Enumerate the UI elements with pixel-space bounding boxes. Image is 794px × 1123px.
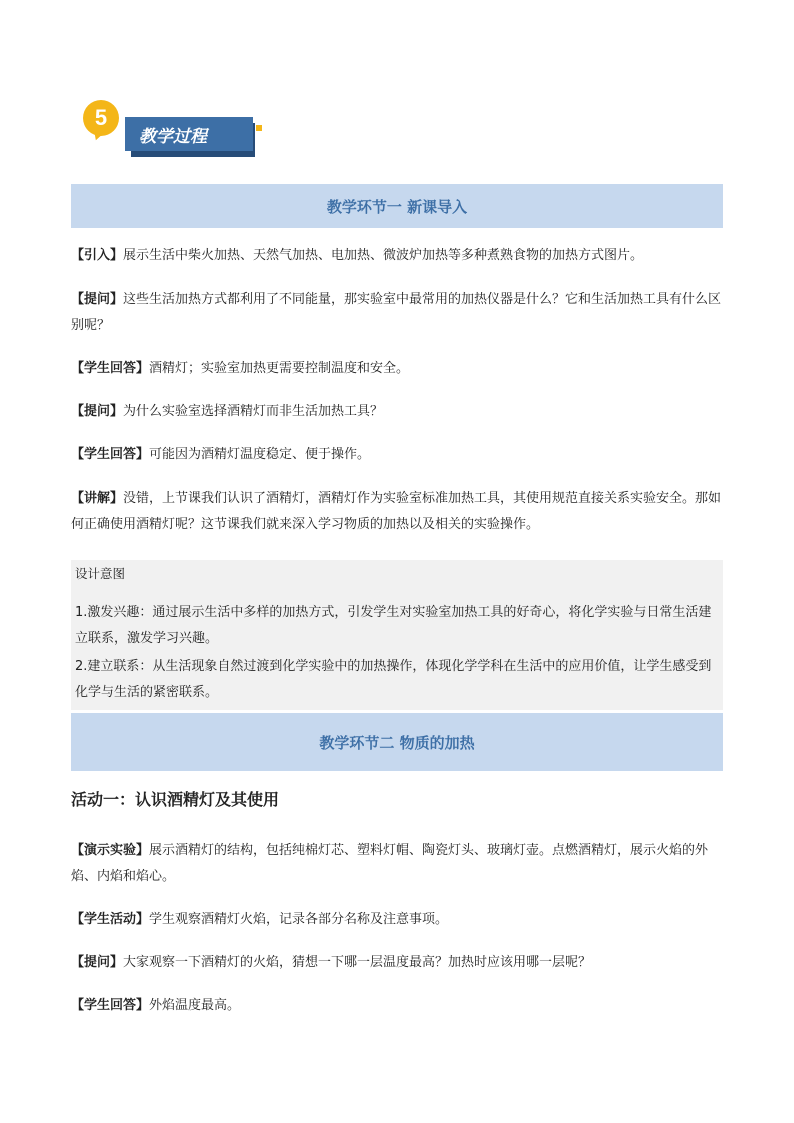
paragraph-question-3 <box>71 950 723 976</box>
section-header <box>83 100 268 160</box>
design-intent-box <box>71 560 723 710</box>
paragraph-answer-3 <box>71 993 723 1019</box>
tag-label: 【引入】 <box>71 248 124 263</box>
tag-label: 【提问】 <box>71 292 124 307</box>
paragraph-student-activity <box>71 907 723 933</box>
paragraph-text: 没错，上节课我们认识了酒精灯，酒精灯作为实验室标准加热工具，其使用规范直接关系实验安全。那如何正确使用酒精灯呢？这节课我们就来深入学习物质的加热以及相关的实验操作。 <box>71 491 722 532</box>
design-intent-item: 2.建立联系：从生活现象自然过渡到化学实验中的加热操作，体现化学学科在生活中的应用价值，让学生感受到化学与生活的紧密联系。 <box>75 659 712 700</box>
design-intent-title: 设计意图 <box>75 566 126 581</box>
paragraph-explain <box>71 486 723 538</box>
paragraph-text: 可能因为酒精灯温度稳定、便于操作。 <box>149 447 371 462</box>
paragraph-question-2 <box>71 399 723 425</box>
paragraph-text: 这些生活加热方式都利用了不同能量，那实验室中最常用的加热仪器是什么？它和生活加热工具有什么区别呢？ <box>71 292 722 333</box>
tag-label: 【提问】 <box>71 404 124 419</box>
tag-label: 【演示实验】 <box>71 843 150 858</box>
tag-label: 【学生回答】 <box>71 998 150 1013</box>
tag-label: 【讲解】 <box>71 491 124 506</box>
paragraph-text: 展示生活中柴火加热、天然气加热、电加热、微波炉加热等多种煮熟食物的加热方式图片。 <box>123 248 644 263</box>
section-title-2: 教学环节二 物质的加热 <box>71 713 723 771</box>
section-number-badge: 5 <box>83 100 119 136</box>
tag-label: 【学生活动】 <box>71 912 150 927</box>
paragraph-text: 学生观察酒精灯火焰，记录各部分名称及注意事项。 <box>149 912 449 927</box>
tag-label: 【提问】 <box>71 955 124 970</box>
paragraph-demo <box>71 838 723 890</box>
tag-label: 【学生回答】 <box>71 361 150 376</box>
tag-label: 【学生回答】 <box>71 447 150 462</box>
paragraph-answer-1 <box>71 356 723 382</box>
corner-square-icon <box>256 125 262 131</box>
paragraph-question-1 <box>71 287 723 339</box>
page-title: 教学过程 <box>125 117 253 151</box>
paragraph-text: 外焰温度最高。 <box>149 998 241 1013</box>
paragraph-text: 展示酒精灯的结构，包括纯棉灯芯、塑料灯帽、陶瓷灯头、玻璃灯壶。点燃酒精灯，展示火焰的外焰、内焰和焰心。 <box>71 843 709 884</box>
paragraph-intro <box>71 243 723 269</box>
section-title-1: 教学环节一 新课导入 <box>71 184 723 228</box>
paragraph-answer-2 <box>71 442 723 468</box>
paragraph-text: 为什么实验室选择酒精灯而非生活加热工具？ <box>123 404 384 419</box>
paragraph-text: 酒精灯；实验室加热更需要控制温度和安全。 <box>149 361 410 376</box>
paragraph-text: 大家观察一下酒精灯的火焰，猜想一下哪一层温度最高？加热时应该用哪一层呢？ <box>123 955 592 970</box>
activity-heading: 活动一：认识酒精灯及其使用 <box>71 790 280 809</box>
design-intent-item: 1.激发兴趣：通过展示生活中多样的加热方式，引发学生对实验室加热工具的好奇心，将化学实验与日常生活建立联系，激发学习兴趣。 <box>75 605 712 646</box>
